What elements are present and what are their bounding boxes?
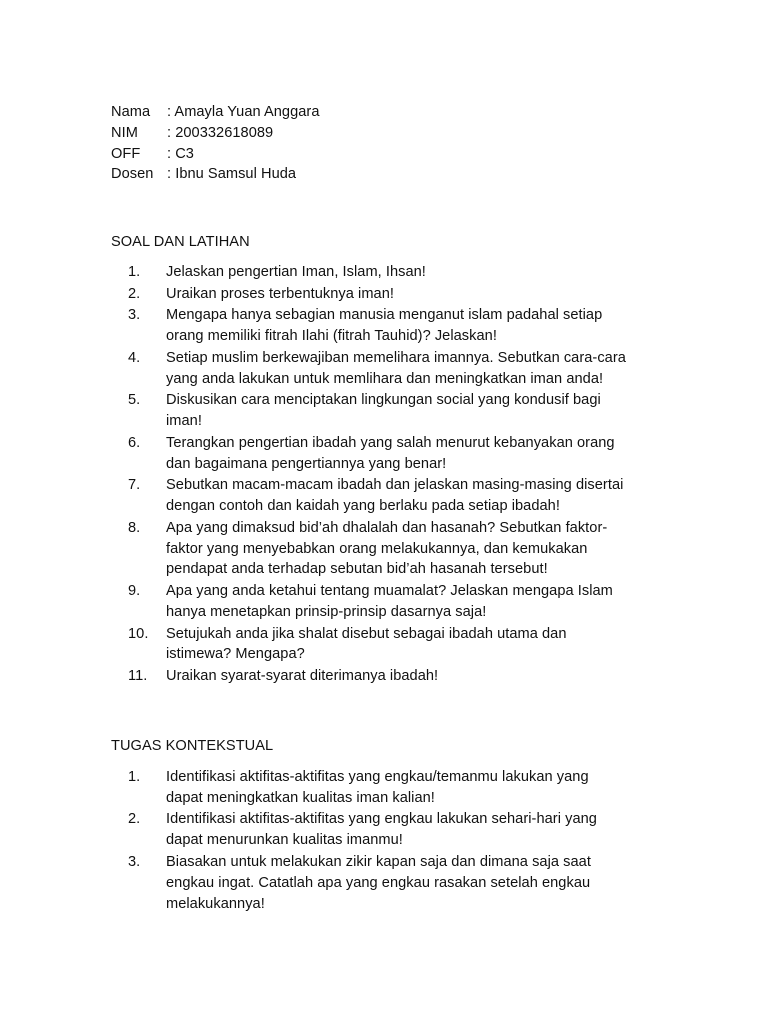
- info-label: Dosen: [111, 166, 154, 183]
- item-number: 1.: [128, 769, 141, 785]
- student-info: [111, 102, 511, 185]
- item-text: Sebutkan macam-macam ibadah dan jelaskan masing-masing disertai dengan contoh dan kaidah yang berlaku pada setiap ibadah!: [166, 477, 624, 515]
- item-number: 6.: [128, 434, 141, 451]
- list-item: [111, 767, 671, 809]
- item-number: 3.: [128, 307, 141, 324]
- item-text: Diskusikan cara menciptakan lingkungan social yang kondusif bagi iman!: [166, 392, 601, 430]
- item-number: 7.: [128, 477, 141, 494]
- item-number: 2.: [128, 811, 141, 828]
- info-label: OFF: [111, 145, 141, 162]
- item-text: Setujukah anda jika shalat disebut sebagai ibadah utama dan istimewa? Mengapa?: [166, 625, 567, 663]
- list-item: [111, 284, 671, 305]
- list-item: [111, 809, 671, 851]
- info-row-off: [111, 144, 511, 165]
- item-text: Apa yang anda ketahui tentang muamalat? Jelaskan mengapa Islam hanya menetapkan prinsip-prinsip dasarnya saja!: [166, 583, 613, 620]
- item-text: Mengapa hanya sebagian manusia menganut islam padahal setiap orang memiliki fitrah Ilahi (fitrah Tauhid)? Jelaskan!: [166, 307, 603, 345]
- item-text: Uraikan proses terbentuknya iman!: [166, 285, 394, 302]
- soal-section-title: SOAL DAN LATIHAN: [111, 234, 250, 250]
- item-text: Identifikasi aktifitas-aktifitas yang engkau lakukan sehari-hari yang dapat menurunkan kualitas imanmu!: [166, 811, 597, 849]
- tugas-list: [111, 767, 671, 915]
- info-label: NIM: [111, 124, 138, 141]
- list-item: [111, 666, 671, 687]
- info-value: : Amayla Yuan Anggara: [167, 104, 320, 120]
- item-text: Jelaskan pengertian Iman, Islam, Ihsan!: [166, 264, 426, 280]
- tugas-section-title: TUGAS KONTEKSTUAL: [111, 738, 274, 754]
- info-row-nim: [111, 123, 511, 144]
- item-text: Setiap muslim berkewajiban memelihara imannya. Sebutkan cara-cara yang anda lakukan untuk memlihara dan meningkatkan iman anda!: [166, 349, 626, 387]
- item-number: 2.: [128, 285, 141, 302]
- list-item: [111, 624, 671, 666]
- item-number: 5.: [128, 392, 141, 409]
- list-item: [111, 475, 671, 517]
- info-value: : 200332618089: [167, 124, 274, 141]
- item-text: Identifikasi aktifitas-aktifitas yang engkau/temanmu lakukan yang dapat meningkatkan kualitas iman kalian!: [166, 769, 589, 806]
- item-number: 8.: [128, 519, 141, 536]
- list-item: [111, 390, 671, 432]
- list-item: [111, 433, 671, 475]
- list-item: [111, 581, 671, 623]
- info-row-dosen: [111, 164, 511, 185]
- info-row-nama: [111, 102, 511, 123]
- info-value: : C3: [167, 145, 194, 162]
- item-text: Terangkan pengertian ibadah yang salah menurut kebanyakan orang dan bagaimana pengertiannya yang benar!: [166, 434, 615, 472]
- list-item: [111, 348, 671, 390]
- list-item: [111, 518, 671, 580]
- item-text: Apa yang dimaksud bid’ah dhalalah dan hasanah? Sebutkan faktor- faktor yang menyebabkan orang melakukannya, dan kemukakan pendapat anda terhadap sebutan bid’ah hasanah tersebut!: [166, 519, 608, 578]
- info-value: : Ibnu Samsul Huda: [167, 166, 297, 183]
- item-text: Uraikan syarat-syarat diterimanya ibadah!: [166, 668, 439, 685]
- info-label: Nama: [111, 104, 151, 120]
- item-number: 1.: [128, 264, 141, 280]
- list-item: [111, 852, 671, 914]
- item-number: 9.: [128, 583, 141, 600]
- item-text: Biasakan untuk melakukan zikir kapan saja dan dimana saja saat engkau ingat. Catatlah apa yang engkau rasakan setelah engkau melakukannya!: [166, 853, 591, 912]
- item-number: 11.: [128, 668, 148, 685]
- soal-list: [111, 262, 671, 688]
- item-number: 4.: [128, 349, 141, 366]
- item-number: 3.: [128, 853, 141, 870]
- item-number: 10.: [128, 625, 149, 642]
- list-item: [111, 305, 671, 347]
- list-item: [111, 262, 671, 283]
